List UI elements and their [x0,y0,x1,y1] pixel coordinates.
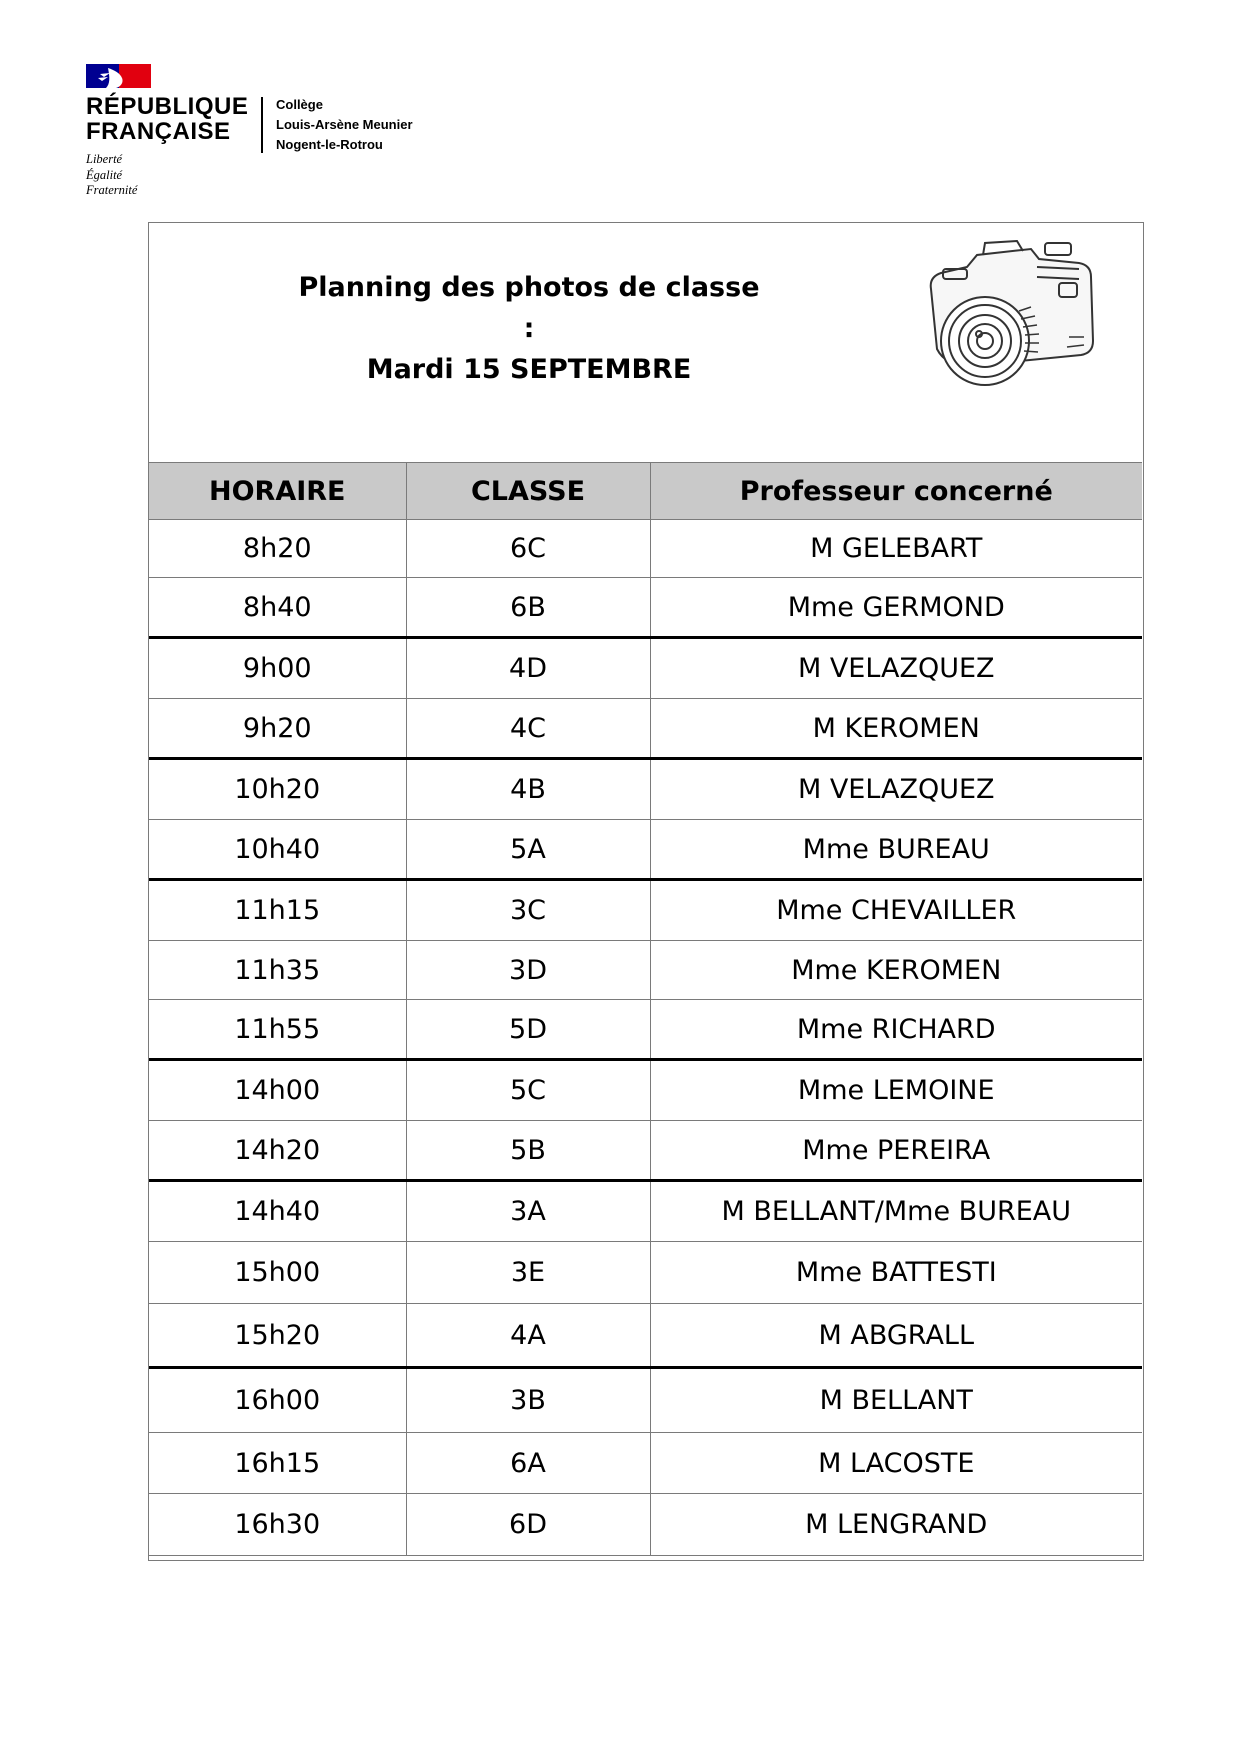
time-cell: 10h20 [149,759,406,820]
teacher-cell: Mme RICHARD [650,1000,1142,1060]
class-cell: 3C [406,880,650,941]
class-cell: 4D [406,638,650,699]
table-row [149,941,1142,1000]
time-cell: 9h00 [149,638,406,699]
teacher-cell: M BELLANT [650,1368,1142,1433]
class-cell: 6B [406,578,650,638]
table-row [149,759,1142,820]
schedule-table [149,462,1142,1556]
title-date: Mardi 15 SEPTEMBRE [366,354,692,385]
teacher-cell: M ABGRALL [650,1304,1142,1368]
college-name [276,95,413,155]
class-cell: 4A [406,1304,650,1368]
table-row [149,1242,1142,1304]
college-line: Collège [276,97,323,112]
teacher-cell: M VELAZQUEZ [650,759,1142,820]
camera-icon [919,237,1104,397]
class-cell: 4B [406,759,650,820]
teacher-cell: Mme PEREIRA [650,1121,1142,1181]
column-header-classe: CLASSE [406,463,650,520]
teacher-cell: Mme LEMOINE [650,1060,1142,1121]
time-cell: 16h15 [149,1433,406,1494]
table-row [149,1494,1142,1556]
republic-line: RÉPUBLIQUE [86,93,249,120]
teacher-cell: M LACOSTE [650,1433,1142,1494]
table-row [149,1433,1142,1494]
class-cell: 3E [406,1242,650,1304]
motto-line: Égalité [86,167,123,182]
time-cell: 16h00 [149,1368,406,1433]
motto [86,152,137,199]
college-line: Louis-Arsène Meunier [276,117,413,132]
time-cell: 16h30 [149,1494,406,1556]
time-cell: 14h00 [149,1060,406,1121]
table-row [149,1304,1142,1368]
table-row [149,699,1142,759]
class-cell: 3D [406,941,650,1000]
teacher-cell: Mme BATTESTI [650,1242,1142,1304]
republic-line: FRANÇAISE [86,118,231,145]
table-row [149,1181,1142,1242]
time-cell: 8h40 [149,578,406,638]
table-row [149,1368,1142,1433]
logo-separator [261,97,263,153]
table-row [149,1060,1142,1121]
class-cell: 3A [406,1181,650,1242]
class-cell: 6D [406,1494,650,1556]
time-cell: 15h00 [149,1242,406,1304]
time-cell: 11h15 [149,880,406,941]
page-title [289,267,769,390]
class-cell: 4C [406,699,650,759]
teacher-cell: M VELAZQUEZ [650,638,1142,699]
table-row [149,1000,1142,1060]
schedule-frame [148,222,1144,1561]
class-cell: 5C [406,1060,650,1121]
table-row [149,820,1142,880]
table-row [149,1121,1142,1181]
teacher-cell: M LENGRAND [650,1494,1142,1556]
time-cell: 11h55 [149,1000,406,1060]
republique-francaise-text [86,94,248,144]
teacher-cell: Mme CHEVAILLER [650,880,1142,941]
class-cell: 5B [406,1121,650,1181]
column-header-professeur: Professeur concerné [650,463,1142,520]
time-cell: 15h20 [149,1304,406,1368]
class-cell: 5A [406,820,650,880]
time-cell: 14h40 [149,1181,406,1242]
teacher-cell: M GELEBART [650,520,1142,578]
time-cell: 11h35 [149,941,406,1000]
column-header-horaire: HORAIRE [149,463,406,520]
motto-line: Liberté [86,152,123,166]
college-line: Nogent-le-Rotrou [276,137,383,152]
class-cell: 3B [406,1368,650,1433]
time-cell: 8h20 [149,520,406,578]
table-row [149,520,1142,578]
title-area [149,223,1142,462]
time-cell: 14h20 [149,1121,406,1181]
class-cell: 5D [406,1000,650,1060]
table-row [149,578,1142,638]
title-line: Planning des photos de classe : [298,272,760,344]
teacher-cell: M BELLANT/Mme BUREAU [650,1181,1142,1242]
table-header-row [149,463,1142,520]
class-cell: 6C [406,520,650,578]
table-row [149,638,1142,699]
teacher-cell: Mme BUREAU [650,820,1142,880]
teacher-cell: M KEROMEN [650,699,1142,759]
motto-line: Fraternité [86,183,138,197]
time-cell: 10h40 [149,820,406,880]
republique-francaise-logo [86,64,446,204]
marianne-flag-icon [86,64,151,88]
table-row [149,880,1142,941]
teacher-cell: Mme GERMOND [650,578,1142,638]
teacher-cell: Mme KEROMEN [650,941,1142,1000]
time-cell: 9h20 [149,699,406,759]
class-cell: 6A [406,1433,650,1494]
